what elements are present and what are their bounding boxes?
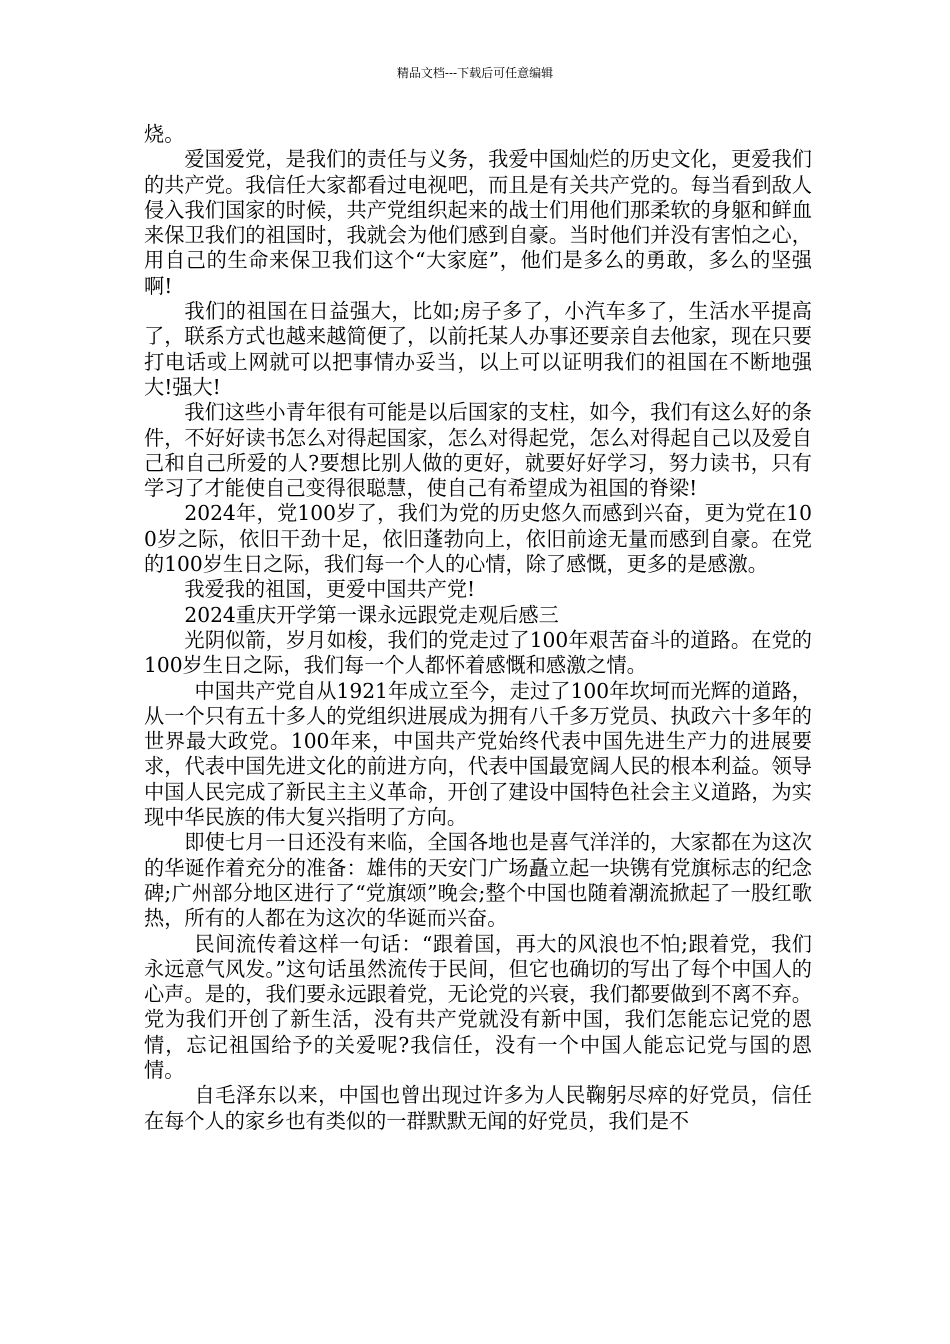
paragraph: 我爱我的祖国，更爱中国共产党!	[184, 577, 476, 602]
section-title: 2024重庆开学第一课永远跟党走观后感三	[184, 602, 559, 627]
paragraph: 自毛泽东以来，中国也曾出现过许多为人民鞠躬尽瘁的好党员，信任在每个人的家乡也有类似的一群默默无闻的好党员，我们是不	[144, 1083, 812, 1133]
page-header: 精品文档---下载后可任意编辑	[396, 66, 554, 80]
paragraph: 爱国爱党，是我们的责任与义务，我爱中国灿烂的历史文化，更爱我们的共产党。我信任大家都看过电视吧，而且是有关共产党的。每当看到敌人侵入我们国家的时候，共产党组织起来的战士们用他们那柔软的身躯和鲜血来保卫我们的祖国时，我就会为他们感到自豪。当时他们并没有害怕之心，用自己的生命来保卫我们这个“大家庭”，他们是多么的勇敢，多么的坚强啊!	[144, 147, 812, 298]
paragraph: 中国共产党自从1921年成立至今，走过了100年坎坷而光辉的道路，从一个只有五十多人的党组织进展成为拥有八千多万党员、执政六十多年的世界最大政党。100年来，中国共产党始终代表中国先进生产力的进展要求，代表中国先进文化的前进方向，代表中国最宽阔人民的根本利益。领导中国人民完成了新民主主义革命，开创了建设中国特色社会主义道路，为实现中华民族的伟大复兴指明了方向。	[144, 678, 812, 830]
paragraph: 我们这些小青年很有可能是以后国家的支柱，如今，我们有这么好的条件，不好好读书怎么对得起国家，怎么对得起党，怎么对得起自己以及爱自己和自己所爱的人?要想比别人做的更好，就要好好学习，努力读书，只有学习了才能使自己变得很聪慧，使自己有希望成为祖国的脊梁!	[144, 400, 812, 501]
paragraph: 光阴似箭，岁月如梭，我们的党走过了100年艰苦奋斗的道路。在党的100岁生日之际，我们每一个人都怀着感慨和感激之情。	[144, 627, 812, 678]
paragraph: 民间流传着这样一句话：“跟着国，再大的风浪也不怕;跟着党，我们永远意气风发。”这句话虽然流传于民间，但它也确切的写出了每个中国人的心声。是的，我们要永远跟着党，无论党的兴衰，我们都要做到不离不弃。党为我们开创了新生活，没有共产党就没有新中国，我们怎能忘记党的恩情，忘记祖国给予的关爱呢?我信任，没有一个中国人能忘记党与国的恩情。	[144, 931, 812, 1082]
paragraph-continuation: 烧。	[144, 122, 185, 146]
paragraph: 我们的祖国在日益强大，比如;房子多了，小汽车多了，生活水平提高了，联系方式也越来越简便了，以前托某人办事还要亲自去他家，现在只要打电话或上网就可以把事情办妥当，以上可以证明我们的祖国在不断地强大!强大!	[144, 299, 812, 399]
document-body	[144, 122, 812, 1134]
paragraph: 2024年，党100岁了，我们为党的历史悠久而感到兴奋，更为党在100岁之际，依旧干劲十足，依旧蓬勃向上，依旧前途无量而感到自豪。在党的100岁生日之际，我们每一个人的心情，除了感慨，更多的是感激。	[144, 501, 812, 577]
paragraph: 即使七月一日还没有来临，全国各地也是喜气洋洋的，大家都在为这次的华诞作着充分的准备：雄伟的天安门广场矗立起一块镌有党旗标志的纪念碑;广州部分地区进行了“党旗颂”晚会;整个中国也随着潮流掀起了一股红歌热，所有的人都在为这次的华诞而兴奋。	[144, 830, 812, 931]
